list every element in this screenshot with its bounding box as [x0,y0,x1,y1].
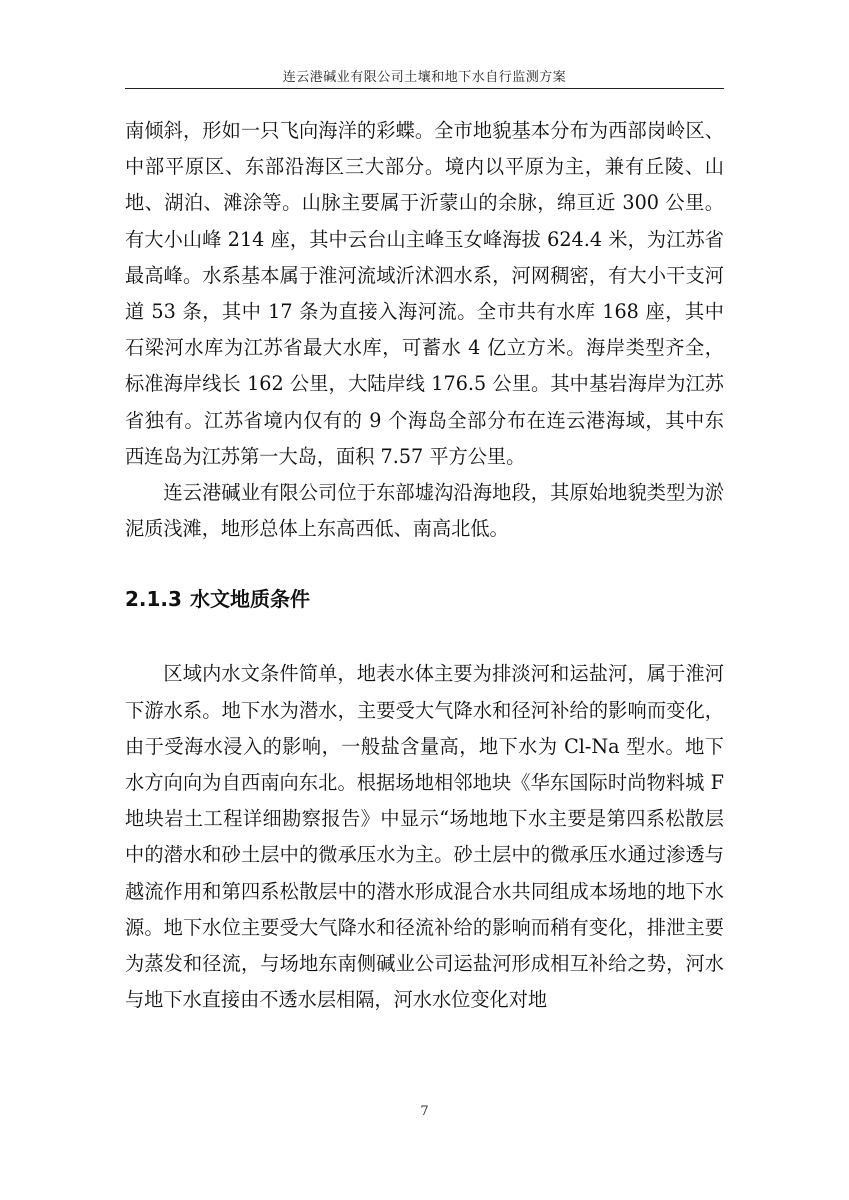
page-header-title: 连云港碱业有限公司土壤和地下水自行监测方案 [282,70,567,85]
page-number: 7 [420,1104,429,1119]
body-text [125,113,724,1018]
paragraph-terrain-continued: 南倾斜，形如一只飞向海洋的彩蝶。全市地貌基本分布为西部岗岭区、中部平原区、东部沿海区三大部分。境内以平原为主，兼有丘陵、山地、湖泊、滩涂等。山脉主要属于沂蒙山的余脉，绵亘近 300 公里。有大小山峰 214 座，其中云台山主峰玉女峰海拔 624.4 米，为江苏省最高峰。水系基本属于淮河流域沂沭泗水系，河网稠密，有大小干支河道 53 条，其中 17 条为直接入海河流。全市共有水库 168 座，其中石梁河水库为江苏省最大水库，可蓄水 4 亿立方米。海岸类型齐全，标准海岸线长 162 公里，大陆岸线 176.5 公里。其中基岩海岸为江苏省独有。江苏省境内仅有的 9 个海岛全部分布在连云港海域，其中东西连岛为江苏第一大岛，面积 7.57 平方公里。 [125,119,724,468]
section-title: 水文地质条件 [189,587,310,612]
paragraph-hydrogeology: 区域内水文条件简单，地表水体主要为排淡河和运盐河，属于淮河下游水系。地下水为潜水，主要受大气降水和径河补给的影响而变化，由于受海水浸入的影响，一般盐含量高，地下水为 Cl-Na 型水。地下水方向向为自西南向东北。根据场地相邻地块《华东国际时尚物料城 F 地块岩土工程详细勘察报告》中显示“场地地下水主要是第四系松散层中的潜水和砂土层中的微承压水为主。砂土层中的微承压水通过渗透与越流作用和第四系松散层中的潜水形成混合水共同组成本场地的地下水源。地下水位主要受大气降水和径流补给的影响而稍有变化，排泄主要为蒸发和径流，与场地东南侧碱业公司运盐河形成相互补给之势，河水与地下水直接由不透水层相隔，河水水位变化对地 [125,662,724,1012]
header-divider [125,88,724,89]
section-number: 2.1.3 [125,587,182,612]
paragraph-site-landform: 连云港碱业有限公司位于东部墟沟沿海地段，其原始地貌类型为淤泥质浅滩，地形总体上东高西低、南高北低。 [125,481,724,541]
section-heading [125,585,724,613]
